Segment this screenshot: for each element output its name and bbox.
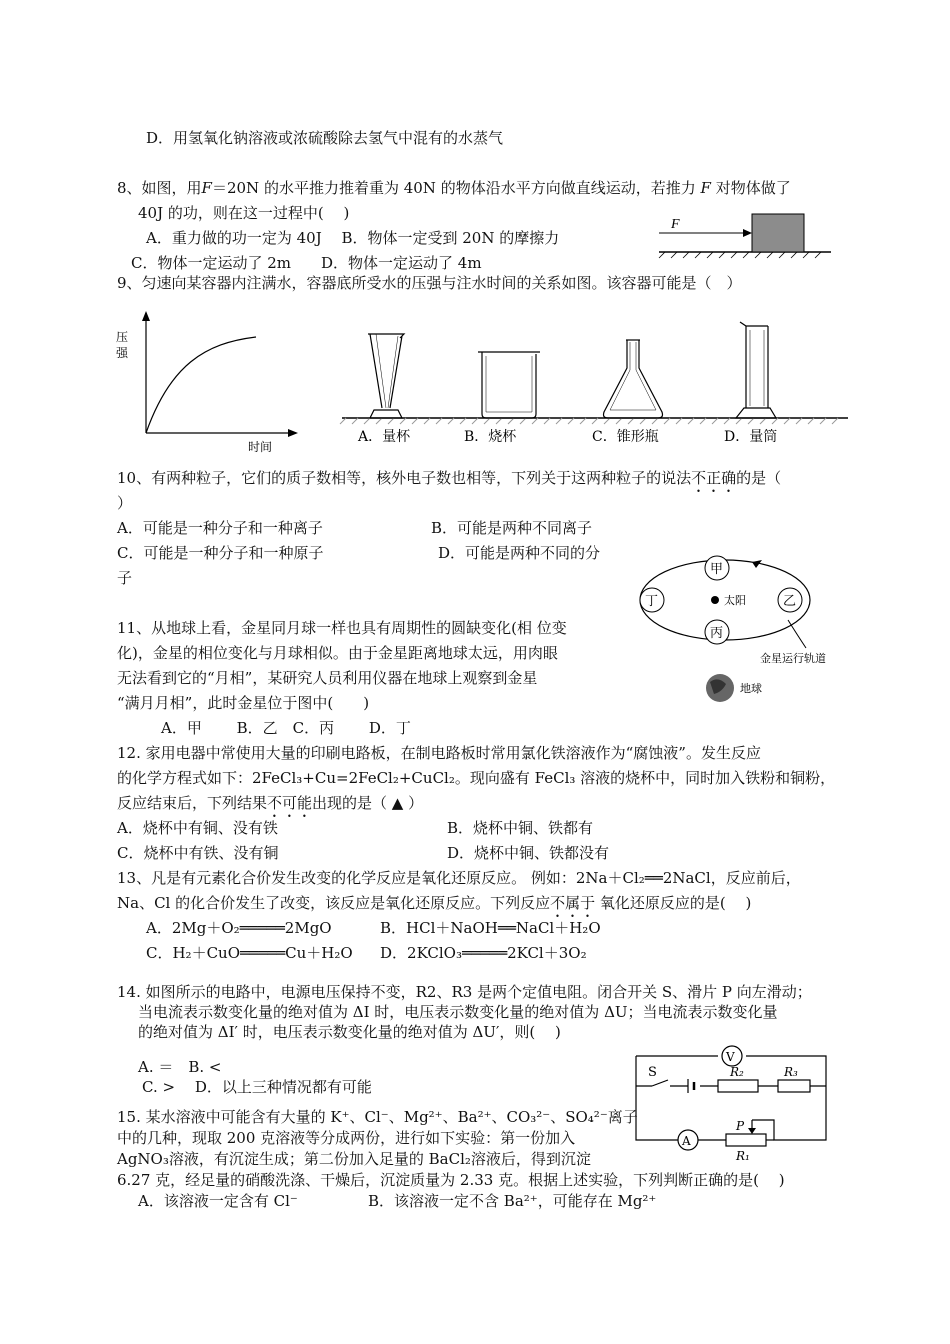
q11-orbit-figure [630, 552, 850, 722]
q11-label-jia: 甲 [710, 562, 724, 577]
q9-option-c: C．锥形瓶 [592, 429, 659, 445]
q10-stem-line2: ） [117, 494, 133, 512]
q11-stem-line1: 11、从地球上看，金星同月球一样也具有周期性的圆缺变化(相 位变 [117, 619, 567, 637]
q13-option-c: C．H₂＋CuO═════Cu＋H₂O [146, 944, 353, 962]
q14-r1-label: R₁ [736, 1149, 750, 1163]
q11-stem-line3: 无法看到它的“月相”，某研究人员利用仪器在地球上观察到金星 [117, 669, 538, 687]
q14-voltmeter-label: V [726, 1050, 735, 1064]
q15-stem-line2: 中的几种，现取 200 克溶液等分成两份，进行如下实验：第一份加入 [117, 1129, 576, 1147]
q11-label-orbit: 金星运行轨道 [760, 652, 826, 665]
q7-option-d: D．用氢氧化钠溶液或浓硫酸除去氢气中混有的水蒸气 [146, 129, 504, 147]
q10-option-a: A．可能是一种分子和一种离子 [117, 519, 323, 537]
q10-option-b: B．可能是两种不同离子 [431, 519, 593, 537]
q12-option-c: C．烧杯中有铁、没有铜 [117, 844, 279, 862]
q14-r2-label: R₂ [730, 1065, 744, 1079]
q14-r3-label: R₃ [784, 1065, 798, 1079]
q15-stem-line1: 15. 某水溶液中可能含有大量的 K⁺、Cl⁻、Mg²⁺、Ba²⁺、CO₃²⁻、SO₄²⁻离子 [117, 1108, 638, 1126]
q14-stem-line2: 当电流表示数变化量的绝对值为 ΔI 时，电压表示数变化量的绝对值为 ΔU；当电流表示数变化量 [138, 1003, 778, 1021]
q13-option-d: D．2KClO₃═════2KCl＋3O₂ [380, 944, 587, 962]
q8-options-cd: C．物体一定运动了 2m D．物体一定运动了 4m [131, 254, 482, 272]
q10-option-d-cont: 子 [117, 569, 133, 587]
q11-label-sun: 太阳 [724, 594, 746, 607]
q11-label-yi: 乙 [783, 594, 797, 609]
q14-switch-label: S [648, 1065, 657, 1080]
q9-stem: 9、匀速向某容器内注满水，容器底所受水的压强与注水时间的关系如图。该容器可能是（ ） [117, 274, 742, 292]
q14-options-cd: C. > D．以上三种情况都有可能 [142, 1078, 372, 1096]
q11-stem-line2: 化)，金星的相位变化与月球相似。由于金星距离地球太远，用肉眼 [117, 644, 558, 662]
q13-option-b: B．HCl＋NaOH══NaCl＋H₂O [380, 919, 601, 937]
q8-force-figure [655, 208, 835, 258]
q12-option-d: D．烧杯中铜、铁都没有 [447, 844, 610, 862]
q12-option-a: A．烧杯中有铜、没有铁 [117, 819, 278, 837]
q9-containers-figure [340, 318, 850, 448]
q9-option-d: D．量筒 [724, 429, 778, 445]
q8-force-label: F [671, 217, 680, 232]
q9-ylabel-1: 压 [116, 330, 129, 344]
q8-stem-line1: 8、如图，用F＝20N 的水平推力推着重为 40N 的物体沿水平方向做直线运动，若推力 F 对物体做了 [117, 179, 791, 197]
q15-option-a: A．该溶液一定含有 Cl⁻ [138, 1192, 298, 1210]
q14-options-ab: A. ＝ B. < [138, 1058, 222, 1076]
q15-stem-line4: 6.27 克，经足量的硝酸洗涤、干燥后，沉淀质量为 2.33 克。根据上述实验，下列判断正确的是( ) [117, 1171, 785, 1189]
q10-option-c: C．可能是一种分子和一种原子 [117, 544, 324, 562]
q9-option-a: A．量杯 [358, 429, 411, 445]
q14-stem-line3: 的绝对值为 ΔI′ 时，电压表示数变化量的绝对值为 ΔU′，则( ) [138, 1023, 561, 1041]
q11-label-earth: 地球 [740, 682, 762, 695]
q12-stem-line1: 12. 家用电器中常使用大量的印刷电路板，在制电路板时常用氯化铁溶液作为“腐蚀液”。发生反应 [117, 744, 761, 762]
q9-xlabel: 时间 [248, 440, 273, 454]
q13-option-a: A．2Mg＋O₂═════2MgO [146, 919, 332, 937]
q10-option-d: D．可能是两种不同的分 [438, 544, 601, 562]
q15-option-b: B．该溶液一定不含 Ba²⁺，可能存在 Mg²⁺ [368, 1192, 657, 1210]
q10-stem-line1: 10、有两种粒子，它们的质子数相等，核外电子数也相等，下列关于这两种粒子的说法不正确的是（ [117, 469, 782, 487]
q13-stem-line1: 13、凡是有元素化合价发生改变的化学反应是氧化还原反应。 例如：2Na＋Cl₂══2NaCl，反应前后， [117, 869, 801, 887]
q12-stem-line2: 的化学方程式如下：2FeCl₃+Cu=2FeCl₂+CuCl₂。现向盛有 FeCl₃ 溶液的烧杯中，同时加入铁粉和铜粉， [117, 769, 836, 787]
q9-ylabel-2: 强 [116, 346, 129, 360]
q8-stem-line2: 40J 的功，则在这一过程中( ) [138, 204, 350, 222]
q14-ammeter-label: A [682, 1134, 691, 1148]
q11-options: A．甲 B．乙 C．丙 D．丁 [161, 719, 411, 737]
q14-slider-label: P [736, 1119, 745, 1133]
q9-option-b: B．烧杯 [464, 429, 517, 445]
q11-sun-icon [711, 596, 719, 604]
q11-label-bing: 丙 [710, 626, 724, 641]
q11-stem-line4: “满月月相”，此时金星位于图中( ) [117, 694, 370, 712]
q12-option-b: B．烧杯中铜、铁都有 [447, 819, 594, 837]
q8-options-ab: A．重力做的功一定为 40J B．物体一定受到 20N 的摩擦力 [146, 229, 560, 247]
q15-stem-line3: AgNO₃溶液，有沉淀生成；第二份加入足量的 BaCl₂溶液后，得到沉淀 [117, 1150, 591, 1168]
q13-stem-line2: Na、Cl 的化合价发生了改变，该反应是氧化还原反应。下列反应不属于 氧化还原反应的是( ) [117, 894, 752, 912]
q12-stem-line3: 反应结束后，下列结果不可能出现的是（ ▲ ） [117, 794, 424, 812]
q9-pressure-graph [110, 305, 305, 460]
q11-label-ding: 丁 [645, 594, 659, 609]
q14-circuit-figure [628, 1046, 828, 1162]
q14-stem-line1: 14. 如图所示的电路中，电源电压保持不变，R2、R3 是两个定值电阻。闭合开关 S、滑片 P 向左滑动； [117, 983, 812, 1001]
